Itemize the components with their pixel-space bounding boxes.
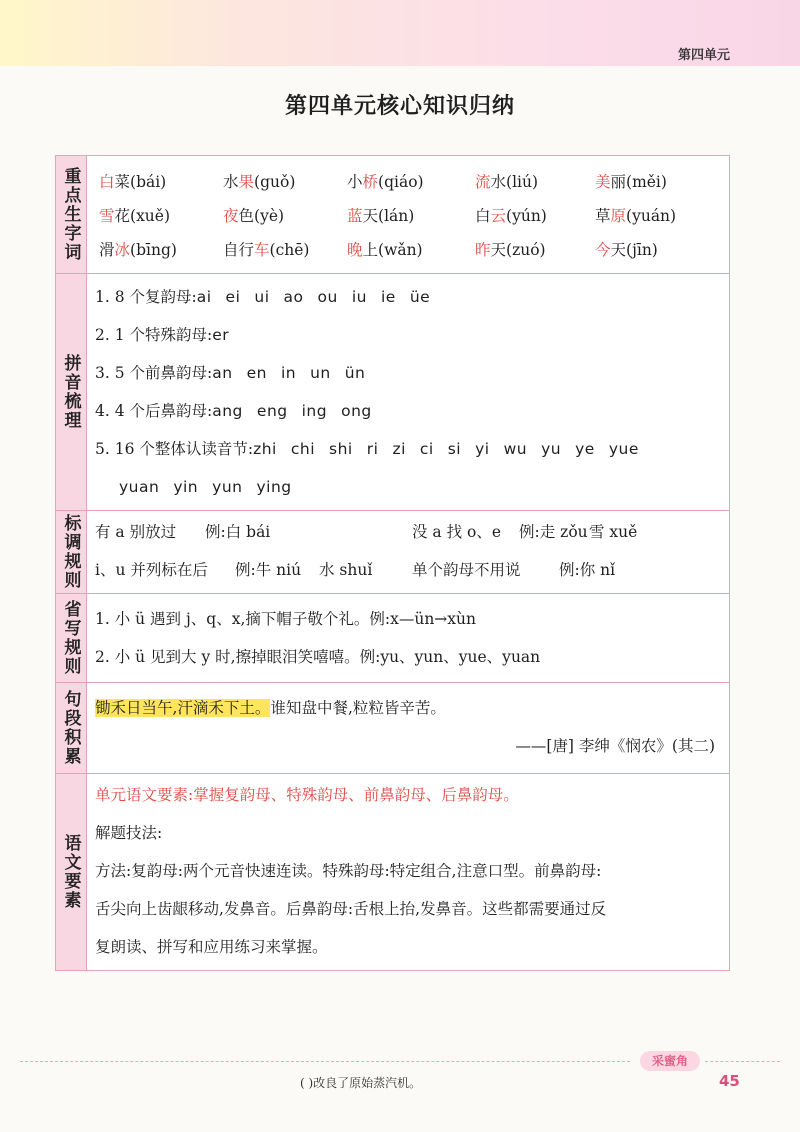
section-omit: [56, 594, 729, 683]
pinyin-item: shi: [329, 440, 353, 458]
pinyin-item: si: [447, 440, 462, 458]
pinyin-line: [95, 430, 721, 468]
vocab-part: 滑: [99, 240, 115, 259]
footer-question: ( )改良了原始蒸汽机。: [300, 1076, 422, 1090]
vocab-word: [475, 238, 595, 260]
pinyin-item: er: [212, 326, 230, 344]
pinyin-item: ang: [212, 402, 243, 420]
vocab-word: [99, 170, 223, 192]
elements-goal: 单元语文要素:掌握复韵母、特殊韵母、前鼻韵母、后鼻韵母。: [95, 786, 519, 804]
vocab-part: 上(wǎn): [362, 240, 423, 259]
footer-divider: [20, 1061, 630, 1062]
vocab-part: 白: [475, 206, 491, 225]
vocab-part: 今: [595, 240, 611, 259]
verse-source: ——[唐] 李绅《悯农》(其二): [515, 737, 715, 755]
pinyin-prefix: 5. 16 个整体认读音节:: [95, 440, 254, 458]
vocab-word: [223, 204, 347, 226]
pinyin-item: üe: [409, 288, 431, 306]
vocab-part: 小: [347, 172, 363, 191]
vocab-part: (bīng): [130, 240, 177, 259]
vocab-part: 雪: [99, 206, 115, 225]
pinyin-prefix: 3. 5 个前鼻韵母:: [95, 364, 213, 382]
pinyin-item: en: [246, 364, 267, 382]
page-number: 45: [719, 1072, 740, 1090]
verse-line: 锄禾日当午,汗滴禾下土。谁知盘中餐,粒粒皆辛苦。: [95, 699, 446, 717]
vocab-part: 丽(měi): [610, 172, 667, 191]
tips-line: 舌尖向上齿龈移动,发鼻音。后鼻韵母:舌根上抬,发鼻音。这些都需要通过反: [95, 900, 607, 918]
vocab-part: (yún): [506, 206, 547, 225]
vocab-word: [347, 238, 475, 260]
pinyin-item: ün: [344, 364, 366, 382]
pinyin-item: eng: [256, 402, 288, 420]
pinyin-prefix: 2. 1 个特殊韵母:: [95, 326, 213, 344]
vocab-part: 原: [610, 206, 627, 225]
tips-line: 复朗读、拼写和应用练习来掌握。: [95, 938, 328, 956]
omit-rule-2: 2. 小 ü 见到大 y 时,擦掉眼泪笑嘻嘻。例:yu、yun、yue、yuan: [95, 648, 541, 666]
pinyin-item: yi: [475, 440, 490, 458]
pinyin-prefix: 4. 4 个后鼻韵母:: [95, 402, 213, 420]
vocab-part: 天(zuó): [490, 240, 546, 259]
vocab-part: 晚: [347, 240, 363, 259]
pinyin-item: iu: [351, 288, 367, 306]
pinyin-item: an: [212, 364, 233, 382]
omit-rule-1: 1. 小 ü 遇到 j、q、x,摘下帽子敬个礼。例:x—ün→xùn: [95, 610, 476, 628]
section-verse: [56, 683, 729, 774]
vocab-part: 花(xuě): [114, 206, 171, 225]
pinyin-item: ei: [225, 288, 241, 306]
vocab-part: 色(yè): [238, 206, 285, 225]
pinyin-item: zhi: [253, 440, 277, 458]
tone-rule-1: 有 a 别放过 例:白 bái 没 a 找 o、e 例:走 zǒu雪 xuě: [95, 523, 638, 541]
vocab-part: 云: [490, 206, 507, 225]
vocab-part: 昨: [475, 240, 491, 259]
section-label: 重点生字词: [60, 167, 81, 262]
vocab-part: 天(jīn): [610, 240, 658, 259]
pinyin-line: [95, 354, 721, 392]
section-label: 语文要素: [60, 834, 81, 910]
pinyin-item: ci: [419, 440, 434, 458]
vocab-part: 蓝: [347, 206, 363, 225]
vocab-word: [223, 238, 347, 260]
knowledge-table: [55, 155, 730, 971]
vocab-part: 水(liú): [490, 172, 539, 191]
vocab-part: (guǒ): [254, 172, 296, 191]
pinyin-item: yuan: [119, 478, 160, 496]
unit-label: 第四单元: [677, 48, 730, 63]
vocab-part: 水: [223, 172, 239, 191]
pinyin-line: [95, 278, 721, 316]
pinyin-item: in: [280, 364, 297, 382]
section-label: 句段积累: [60, 690, 81, 766]
vocab-part: (yuán): [626, 206, 677, 225]
vocab-word: [595, 204, 721, 226]
section-label: 拼音梳理: [60, 354, 81, 430]
vocab-word: [223, 170, 347, 192]
vocab-part: 桥: [362, 172, 379, 191]
vocab-part: 菜(bái): [114, 172, 167, 191]
pinyin-item: ou: [317, 288, 338, 306]
tips-line: 方法:复韵母:两个元音快速连读。特殊韵母:特定组合,注意口型。前鼻韵母:: [95, 862, 602, 880]
pinyin-item: zi: [392, 440, 406, 458]
section-elements: [56, 774, 729, 970]
tone-rule-2: i、u 并列标在后 例:牛 niú 水 shuǐ 单个韵母不用说 例:你 nǐ: [95, 561, 616, 579]
vocab-part: 果: [238, 172, 255, 191]
pinyin-item: ying: [256, 478, 292, 496]
section-label: 省写规则: [60, 600, 81, 676]
vocab-part: 车: [254, 240, 270, 259]
pinyin-item: ri: [366, 440, 379, 458]
pinyin-item: ye: [575, 440, 595, 458]
section-chars: [56, 156, 729, 274]
footer-divider: [705, 1061, 780, 1062]
section-label: 标调规则: [60, 514, 81, 590]
pinyin-item: yin: [173, 478, 199, 496]
vocab-word: [595, 238, 721, 260]
pinyin-line: [95, 392, 721, 430]
tips-title: 解题技法:: [95, 824, 163, 842]
pinyin-item: yu: [541, 440, 562, 458]
vocab-word: [475, 170, 595, 192]
vocab-part: (qiáo): [378, 172, 424, 191]
vocab-part: 冰: [114, 240, 131, 259]
pinyin-line: [95, 468, 721, 506]
caimi-badge: 采蜜角: [640, 1051, 700, 1071]
pinyin-item: ai: [196, 288, 212, 306]
section-pinyin: [56, 274, 729, 511]
vocab-part: 自行: [223, 240, 255, 259]
pinyin-item: ao: [283, 288, 304, 306]
pinyin-item: yue: [608, 440, 639, 458]
pinyin-item: yun: [212, 478, 243, 496]
pinyin-item: ing: [301, 402, 328, 420]
page-title: 第四单元核心知识归纳: [284, 94, 515, 119]
vocab-word: [99, 238, 223, 260]
pinyin-item: chi: [290, 440, 316, 458]
vocab-word: [475, 204, 595, 226]
vocab-part: (chē): [269, 240, 310, 259]
chars-grid: [95, 156, 721, 273]
section-tone: [56, 511, 729, 594]
vocab-word: [347, 170, 475, 192]
pinyin-item: wu: [503, 440, 528, 458]
vocab-part: 美: [595, 172, 611, 191]
vocab-part: 夜: [223, 206, 239, 225]
vocab-word: [99, 204, 223, 226]
vocab-part: 白: [99, 172, 115, 191]
pinyin-item: un: [310, 364, 331, 382]
pinyin-item: ie: [380, 288, 396, 306]
vocab-part: 天(lán): [362, 206, 415, 225]
pinyin-item: ui: [254, 288, 270, 306]
vocab-word: [347, 204, 475, 226]
pinyin-line: [95, 316, 721, 354]
vocab-part: 流: [475, 172, 491, 191]
vocab-part: 草: [595, 206, 611, 225]
pinyin-lines: [87, 274, 729, 510]
vocab-word: [595, 170, 721, 192]
pinyin-item: ong: [341, 402, 372, 420]
pinyin-prefix: 1. 8 个复韵母:: [95, 288, 197, 306]
